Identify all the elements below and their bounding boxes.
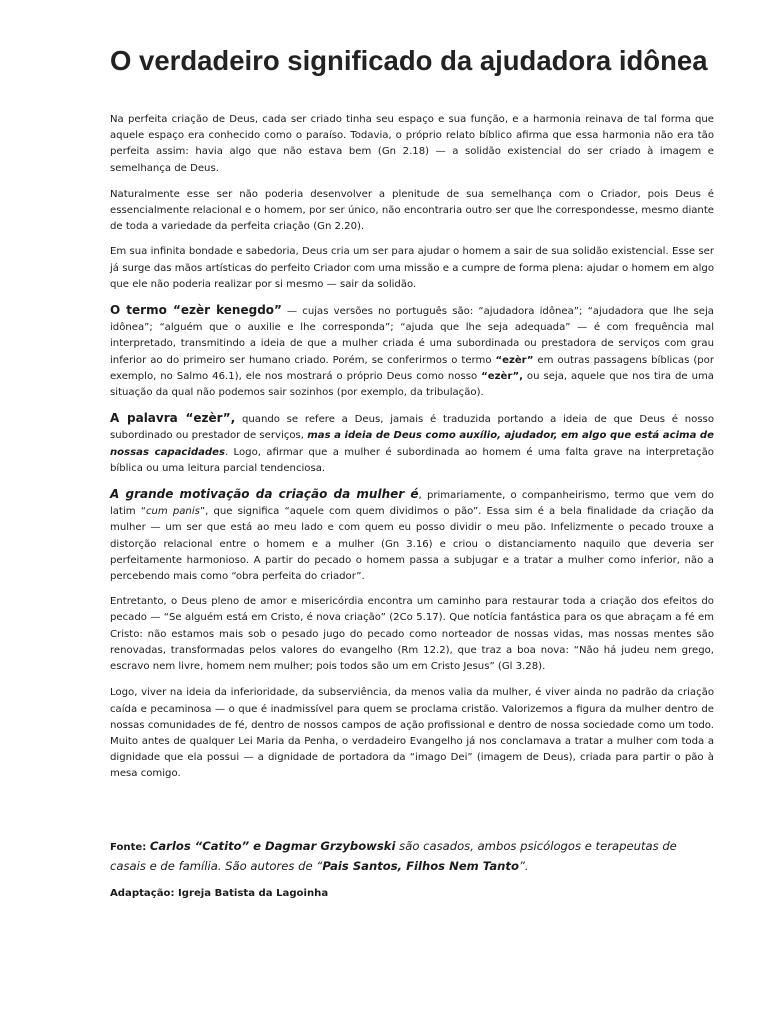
paragraph-text: ”, que significa “aquele com quem dividimos o pão”. Essa sim é a bela finalidade da criação da mulher — um ser que está ao meu lado e com quem eu posso dividir o meu pão. Infelizmente o pecado trouxe a distorção relacional entre o homem e a mulher (Gn 3.16) e criou o distanciamento naquilo que deveria ser perfeitamente harmonioso. A partir do pecado o homem passa a subjugar e a tratar a mulher como inferior, não a percebendo mais como “obra perfeita do criador”. — [110, 506, 714, 583]
term-ezer: “ezèr” — [495, 354, 534, 366]
paragraph-text: — cujas versões no português são: “ajudadora idônea”; “ajudadora que lhe seja idônea”; “alguém que o auxilie e lhe corresponda”; “ajuda que lhe seja adequada” — é com frequência mal interpretado, transmitindo a ideia de que a mulher criada é uma subordinada ou prestadora de serviços com grau inferior ao do primeiro ser humano criado. Porém, se conferirmos o termo — [110, 306, 714, 366]
paragraph-4 — [110, 302, 714, 401]
adaptation-credit: Adaptação: Igreja Batista da Lagoinha — [110, 887, 329, 899]
term-heading: O termo “ezèr kenegdo” — [110, 303, 282, 318]
source-label: Fonte: — [110, 841, 150, 853]
paragraph-2: Naturalmente esse ser não poderia desenvolver a plenitude de sua semelhança com o Criador, pois Deus é essencialmente relacional e o homem, por ser único, não encontraria outro ser que lhe correspondesse, mesmo diante de toda a variedade da perfeita criação (Gn 2.20). — [110, 188, 714, 233]
paragraph-1: Na perfeita criação de Deus, cada ser criado tinha seu espaço e sua função, e a harmonia reinava de tal forma que aquele espaço era conhecido como o paraíso. Todavia, o próprio relato bíblico afirma que essa harmonia não era tão perfeita assim: havia algo que não estava bem (Gn 2.18) — a solidão existencial do ser criado à imagem e semelhança de Deus. — [110, 114, 714, 174]
paragraph-6 — [110, 486, 714, 585]
emphasis-text: mas a ideia de Deus como auxílio, ajudador, em algo que está acima de nossas capacidades — [110, 430, 714, 458]
paragraph-text: em outras passagens bíblicas (por exemplo, no Salmo 46.1), ele nos mostrará o próprio Deus como nosso — [110, 354, 714, 382]
paragraph-5 — [110, 410, 714, 477]
paragraph-text: . Logo, afirmar que a mulher é subordinada ao homem é uma falta grave na interpretação bíblica ou uma leitura parcial tendenciosa. — [110, 446, 714, 474]
source-book: Pais Santos, Filhos Nem Tanto — [322, 858, 519, 873]
word-heading: A palavra “ezèr”, — [110, 411, 236, 426]
document-page — [110, 44, 714, 902]
latin-term: cum panis — [145, 506, 200, 518]
paragraph-text: , primariamente, o companheirismo, termo que vem do latim “ — [110, 490, 714, 518]
motivation-heading: A grande motivação da criação da mulher é — [110, 487, 419, 502]
paragraph-8: Logo, viver na ideia da inferioridade, da subserviência, da menos valia da mulher, é viver ainda no padrão da criação caída e pecaminosa — o que é inadmissível para quem se proclama cristão. Valorizemos a figura da mulher dentro de nossas comunidades de fé, dentro de nossos campos de ação profissional e dentro de nossa sociedade como um todo. Muito antes de qualquer Lei Maria da Penha, o verdadeiro Evangelho já nos conclamava a tratar a mulher com toda a dignidade que ela possui — a dignidade de portadora da “imago Dei” (imagem de Deus), criada para partir o pão à mesa comigo. — [110, 687, 714, 780]
source-text: são casados, ambos psicólogos e terapeutas de casais e de família. São autores de “ — [110, 838, 677, 873]
paragraph-text: quando se refere a Deus, jamais é traduzida portando a ideia de que Deus é nosso subordinado ou prestador de serviços, — [110, 414, 714, 442]
paragraph-7: Entretanto, o Deus pleno de amor e misericórdia encontra um caminho para restaurar toda a criação dos efeitos do pecado — “Se alguém está em Cristo, é nova criação” (2Co 5.17). Que notícia fantástica para os que abraçam a fé em Cristo: não estamos mais sob o pesado jugo do pecado como norteador de nossas vidas, mas nossas mentes são renovadas, transformadas pelos valores do evangelho (Rm 12.2), que traz a boa nova: “Não há judeu nem grego, escravo nem livre, homem nem mulher; pois todos são um em Cristo Jesus” (Gl 3.28). — [110, 596, 714, 673]
source-text: ”. — [518, 858, 529, 873]
paragraph-text: ou seja, aquele que nos tira de uma situação da qual não podemos sair sozinhos (por exemplo, da tribulação). — [110, 370, 714, 399]
page-title: O verdadeiro significado da ajudadora idônea — [110, 45, 708, 76]
source-citation — [110, 837, 714, 877]
source-authors: Carlos “Catito” e Dagmar Grzybowski — [149, 838, 396, 853]
paragraph-3: Em sua infinita bondade e sabedoria, Deus cria um ser para ajudar o homem a sair de sua solidão existencial. Esse ser já surge das mãos artísticas do perfeito Criador com uma missão e a cumpre de forma plena: ajudar o homem em algo que ele não poderia realizar por si mesmo — sair da solidão. — [110, 246, 714, 290]
term-ezer: “ezèr”, — [481, 370, 523, 382]
